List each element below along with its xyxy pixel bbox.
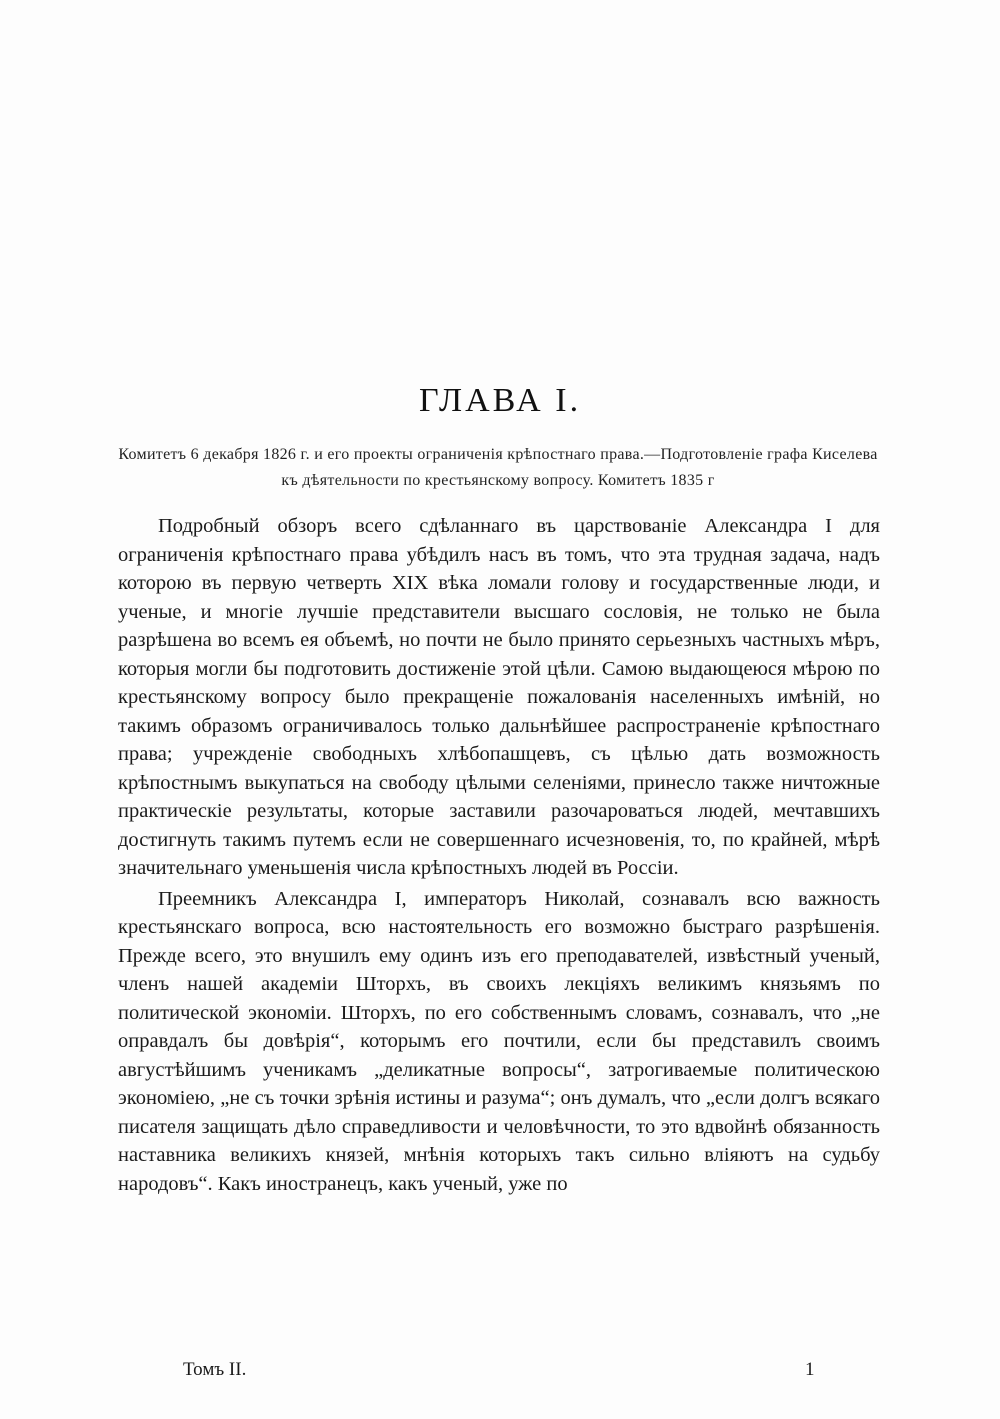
volume-label: Томъ II.	[183, 1359, 247, 1380]
page-footer	[0, 1359, 1000, 1389]
chapter-title: ГЛАВА I.	[418, 382, 582, 419]
page-number: 1	[805, 1359, 815, 1380]
body-text	[118, 512, 880, 1198]
chapter-summary: Комитетъ 6 декабря 1826 г. и его проекты ограниченія крѣпостнаго права.—Подготовленіе графа Киселева къ дѣятельности по крестьянскому вопросу. Комитетъ 1835 г	[118, 446, 878, 489]
paragraph-1: Подробный обзоръ всего сдѣланнаго въ царствованіе Александра I для ограниченія крѣпостнаго права убѣдилъ насъ въ томъ, что эта трудная задача, надъ которою въ первую четверть XIX вѣка ломали голову и государственные люди, и ученые, и многіе лучшіе представители высшаго сословія, не только не была разрѣшена во всемъ ея объемѣ, но почти не было принято серьезныхъ частныхъ мѣръ, которыя могли бы подготовить достиженіе этой цѣли. Самою выдающеюся мѣрою по крестьянскому вопросу было прекращеніе пожалованія населенныхъ имѣній, но такимъ образомъ ограничивалось только дальнѣйшее распространеніе крѣпостнаго права; учрежденіе свободныхъ хлѣбопашцевъ, съ цѣлью дать возможность крѣпостнымъ выкупаться на свободу цѣлыми селеніями, принесло также ничтожные практическіе результаты, которые заставили разочароваться людей, мечтавшихъ достигнуть такимъ путемъ если не совершеннаго исчезновенія, то, по крайней, мѣрѣ значительнаго уменьшенія числа крѣпостныхъ людей въ Россіи.	[118, 515, 880, 879]
paragraph-2: Преемникъ Александра I, императоръ Николай, сознавалъ всю важность крестьянскаго вопроса, всю настоятельность его возможно быстраго разрѣшенія. Прежде всего, это внушилъ ему одинъ изъ его преподавателей, извѣстный ученый, членъ нашей академіи Шторхъ, въ своихъ лекціяхъ великимъ князьямъ по политической экономіи. Шторхъ, по его собственнымъ словамъ, сознавалъ, что „не оправдалъ бы довѣрія“, которымъ его почтили, если бы представилъ своимъ августѣйшимъ ученикамъ „деликатные вопросы“, затрогиваемые политическою экономіею, „не съ точки зрѣнія истины и разума“; онъ думалъ, что „если долгъ всякаго писателя защищать дѣло справедливости и человѣчности, то это вдвойнѣ обязанность наставника великихъ князей, мнѣнія которыхъ такъ сильно вліяютъ на судьбу народовъ“. Какъ иностранецъ, какъ ученый, уже по	[118, 887, 880, 1195]
